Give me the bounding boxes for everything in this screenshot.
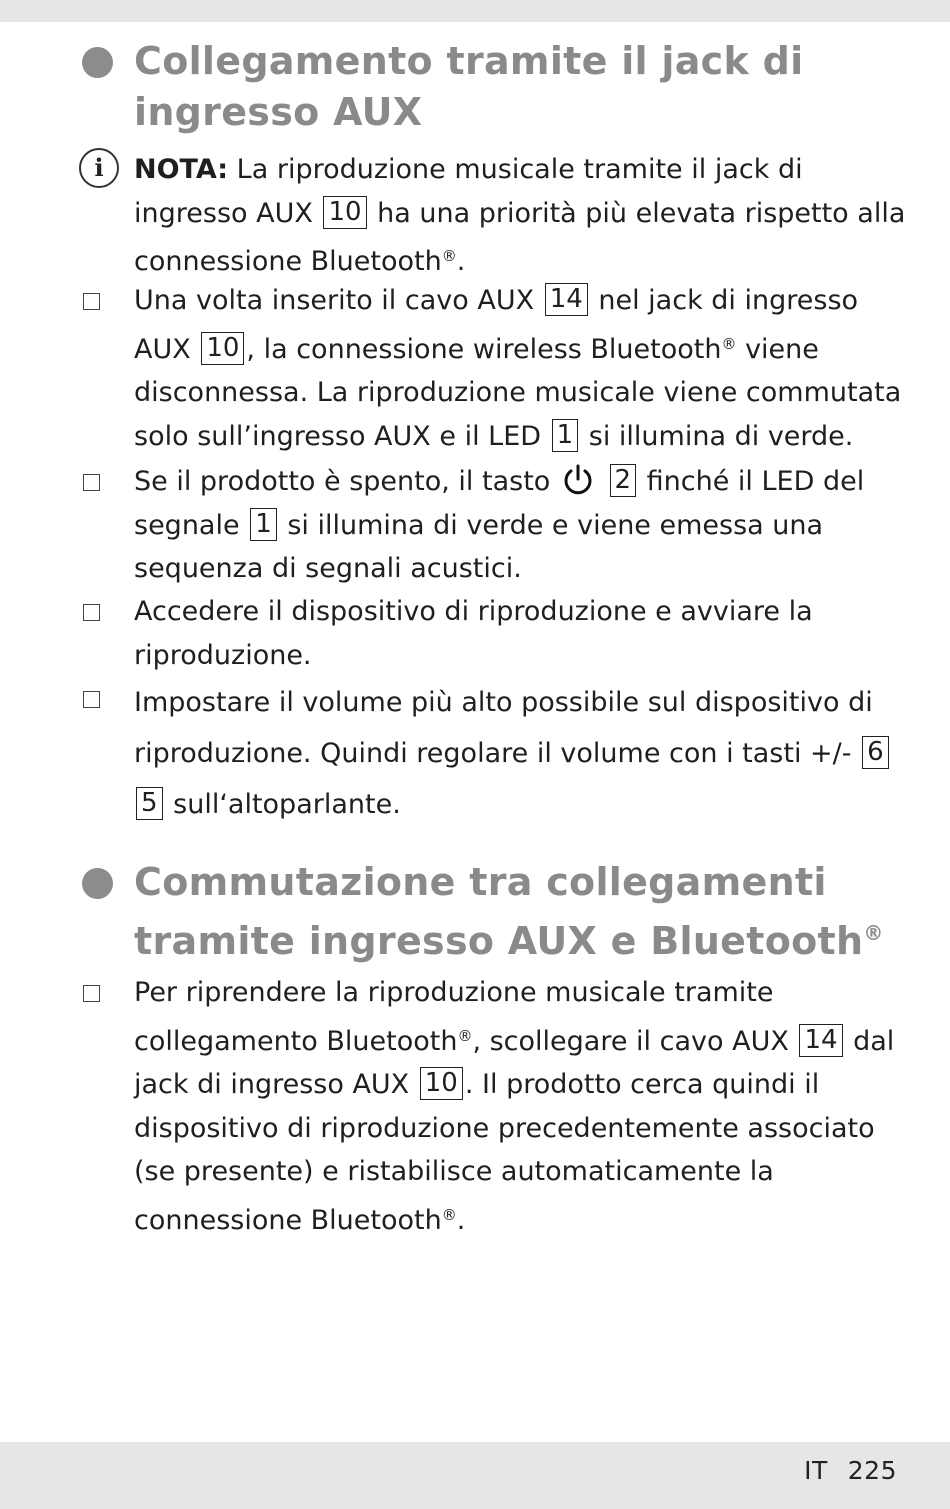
section-1-title [134, 36, 803, 138]
note-text-c: . [456, 246, 466, 277]
reference-number: 1 [552, 419, 579, 452]
footer-language: IT [804, 1456, 828, 1485]
checkbox-bullet [83, 474, 100, 491]
note-label: NOTA: [134, 154, 229, 185]
list-item-text: , scollegare il cavo AUX [472, 1025, 789, 1057]
list-item-text: . [456, 1204, 466, 1236]
note-text-b: ha una priorità più elevata rispetto alla connessione Bluetooth [134, 197, 906, 277]
registered-mark: ® [457, 1026, 473, 1045]
list-item-text: . Il prodotto cerca quindi il dispositivo di riproduzione precedentemente associato (se presente) e ristabilisce automaticamente la connessione Bluetooth [134, 1069, 875, 1236]
heading-bullet-dot [82, 868, 113, 899]
section-2-title-line2: tramite ingresso AUX e Bluetooth® [134, 919, 884, 963]
reference-number: 1 [250, 508, 277, 541]
note-text-a: La riproduzione musicale tramite il jack di ingresso AUX [134, 154, 803, 229]
list-item-text: nel jack di ingresso AUX [134, 285, 859, 365]
reference-number: 6 [862, 736, 889, 769]
list-item-text: Accedere il dispositivo di riproduzione e avviare la riproduzione. [134, 596, 813, 671]
registered-mark: ® [863, 921, 884, 945]
reference-number: 10 [201, 332, 244, 365]
top-band [0, 0, 950, 22]
checkbox-bullet [83, 691, 100, 708]
section-2-title [134, 857, 884, 967]
list-item-text: Una volta inserito il cavo AUX [134, 285, 535, 316]
page-footer [804, 1456, 897, 1485]
registered-mark: ® [441, 247, 457, 265]
section-1-title-line2: ingresso AUX [134, 90, 423, 134]
list-item-text: dal jack di ingresso AUX [134, 1025, 895, 1100]
reference-number: 10 [420, 1067, 463, 1100]
list-item-text: Impostare il volume più alto possibile sul dispositivo di riproduzione. Quindi regolare il volume con i tasti +/- [134, 687, 873, 769]
list-item [134, 971, 914, 1242]
reference-number: 14 [545, 283, 588, 316]
checkbox-bullet [83, 604, 100, 621]
reference-number: 2 [610, 464, 637, 497]
list-item [134, 677, 914, 830]
list-item-text: si illumina di verde e viene emessa una sequenza di segnali acustici. [134, 509, 824, 584]
power-icon [561, 463, 595, 497]
checkbox-bullet [83, 293, 100, 310]
info-icon: i [79, 148, 119, 188]
heading-bullet-dot [82, 47, 113, 78]
list-item-text: viene disconnessa. La riproduzione musicale viene commutata solo sull’ingresso AUX e il LED [134, 333, 902, 452]
list-item-text: , la connessione wireless Bluetooth [246, 333, 722, 365]
page-number: 225 [847, 1456, 897, 1485]
list-item-text: sull‘altoparlante. [173, 789, 401, 820]
list-item-text: Per riprendere la riproduzione musicale tramite collegamento Bluetooth [134, 977, 774, 1057]
section-2-title-line1: Commutazione tra collegamenti [134, 860, 827, 904]
reference-number: 10 [323, 196, 366, 229]
registered-mark: ® [441, 1205, 457, 1224]
section-1-title-line1: Collegamento tramite il jack di [134, 39, 804, 83]
note-paragraph [134, 148, 914, 284]
list-item-text: Se il prodotto è spento, il tasto [134, 466, 551, 497]
reference-number: 14 [799, 1024, 842, 1057]
reference-number: 5 [136, 787, 163, 820]
checkbox-bullet [83, 985, 100, 1002]
list-item [134, 279, 914, 458]
list-item [134, 590, 914, 677]
list-item-text: si illumina di verde. [588, 420, 854, 452]
registered-mark: ® [721, 334, 737, 353]
list-item [134, 460, 914, 591]
list-item-text: finché il LED del segnale [134, 466, 865, 541]
